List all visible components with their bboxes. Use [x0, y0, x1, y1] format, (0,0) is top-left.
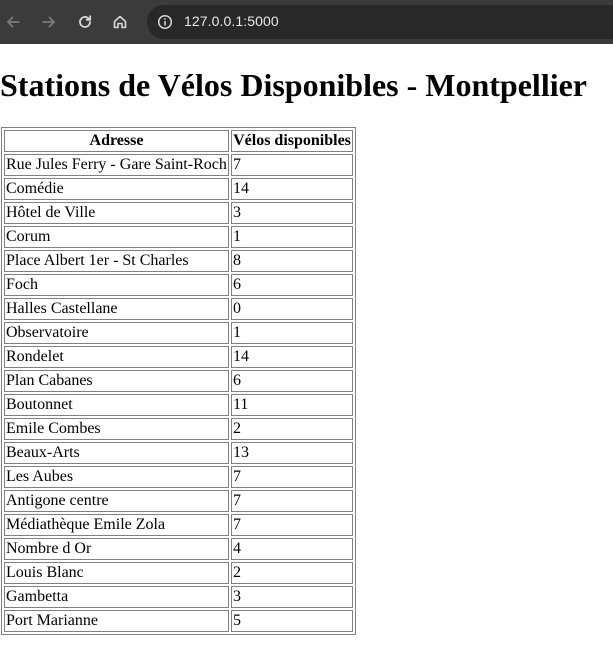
station-address-cell: Plan Cabanes	[4, 370, 229, 392]
bikes-available-cell: 4	[231, 538, 353, 560]
home-button[interactable]	[107, 9, 133, 35]
table-row	[4, 562, 353, 584]
station-address-cell: Nombre d Or	[4, 538, 229, 560]
table-row	[4, 466, 353, 488]
table-row	[4, 514, 353, 536]
table-row	[4, 226, 353, 248]
back-button[interactable]	[0, 9, 26, 35]
reload-button[interactable]	[72, 9, 98, 35]
browser-toolbar	[0, 0, 613, 44]
station-address-cell: Boutonnet	[4, 394, 229, 416]
table-row	[4, 346, 353, 368]
station-address-cell: Rue Jules Ferry - Gare Saint-Roch	[4, 154, 229, 176]
bikes-available-cell: 6	[231, 274, 353, 296]
bikes-available-cell: 6	[231, 370, 353, 392]
table-row	[4, 586, 353, 608]
station-address-cell: Rondelet	[4, 346, 229, 368]
station-address-cell: Comédie	[4, 178, 229, 200]
station-address-cell: Les Aubes	[4, 466, 229, 488]
bikes-available-cell: 14	[231, 178, 353, 200]
table-row	[4, 154, 353, 176]
table-row	[4, 538, 353, 560]
table-row	[4, 298, 353, 320]
table-row	[4, 322, 353, 344]
arrow-left-icon	[5, 14, 21, 30]
station-address-cell: Beaux-Arts	[4, 442, 229, 464]
bikes-available-cell: 3	[231, 202, 353, 224]
bikes-available-cell: 14	[231, 346, 353, 368]
bikes-available-cell: 7	[231, 514, 353, 536]
bikes-available-cell: 2	[231, 562, 353, 584]
bikes-available-cell: 11	[231, 394, 353, 416]
station-address-cell: Antigone centre	[4, 490, 229, 512]
bikes-available-cell: 7	[231, 466, 353, 488]
column-header-address: Adresse	[4, 130, 229, 152]
bikes-available-cell: 13	[231, 442, 353, 464]
forward-button[interactable]	[36, 9, 62, 35]
station-address-cell: Port Marianne	[4, 610, 229, 632]
arrow-right-icon	[41, 14, 57, 30]
table-row	[4, 490, 353, 512]
stations-table	[1, 127, 356, 635]
table-row	[4, 370, 353, 392]
home-icon	[112, 14, 128, 30]
bikes-available-cell: 7	[231, 490, 353, 512]
station-address-cell: Halles Castellane	[4, 298, 229, 320]
station-address-cell: Observatoire	[4, 322, 229, 344]
column-header-bikes: Vélos disponibles	[231, 130, 353, 152]
bikes-available-cell: 2	[231, 418, 353, 440]
station-address-cell: Corum	[4, 226, 229, 248]
table-row	[4, 610, 353, 632]
bikes-available-cell: 1	[231, 226, 353, 248]
reload-icon	[77, 14, 93, 30]
station-address-cell: Louis Blanc	[4, 562, 229, 584]
station-address-cell: Hôtel de Ville	[4, 202, 229, 224]
table-row	[4, 274, 353, 296]
page-title: Stations de Vélos Disponibles - Montpellier	[0, 67, 587, 103]
table-row	[4, 178, 353, 200]
table-header-row	[4, 130, 353, 152]
bikes-available-cell: 8	[231, 250, 353, 272]
bikes-available-cell: 1	[231, 322, 353, 344]
bikes-available-cell: 5	[231, 610, 353, 632]
station-address-cell: Gambetta	[4, 586, 229, 608]
station-address-cell: Place Albert 1er - St Charles	[4, 250, 229, 272]
station-address-cell: Emile Combes	[4, 418, 229, 440]
table-row	[4, 418, 353, 440]
table-row	[4, 250, 353, 272]
site-info-icon[interactable]	[157, 14, 173, 30]
page-content	[0, 44, 613, 645]
bikes-available-cell: 7	[231, 154, 353, 176]
address-bar[interactable]	[147, 5, 613, 39]
station-address-cell: Médiathèque Emile Zola	[4, 514, 229, 536]
table-row	[4, 394, 353, 416]
bikes-available-cell: 0	[231, 298, 353, 320]
table-row	[4, 442, 353, 464]
url-text: 127.0.0.1:5000	[184, 13, 279, 29]
station-address-cell: Foch	[4, 274, 229, 296]
table-row	[4, 202, 353, 224]
bikes-available-cell: 3	[231, 586, 353, 608]
